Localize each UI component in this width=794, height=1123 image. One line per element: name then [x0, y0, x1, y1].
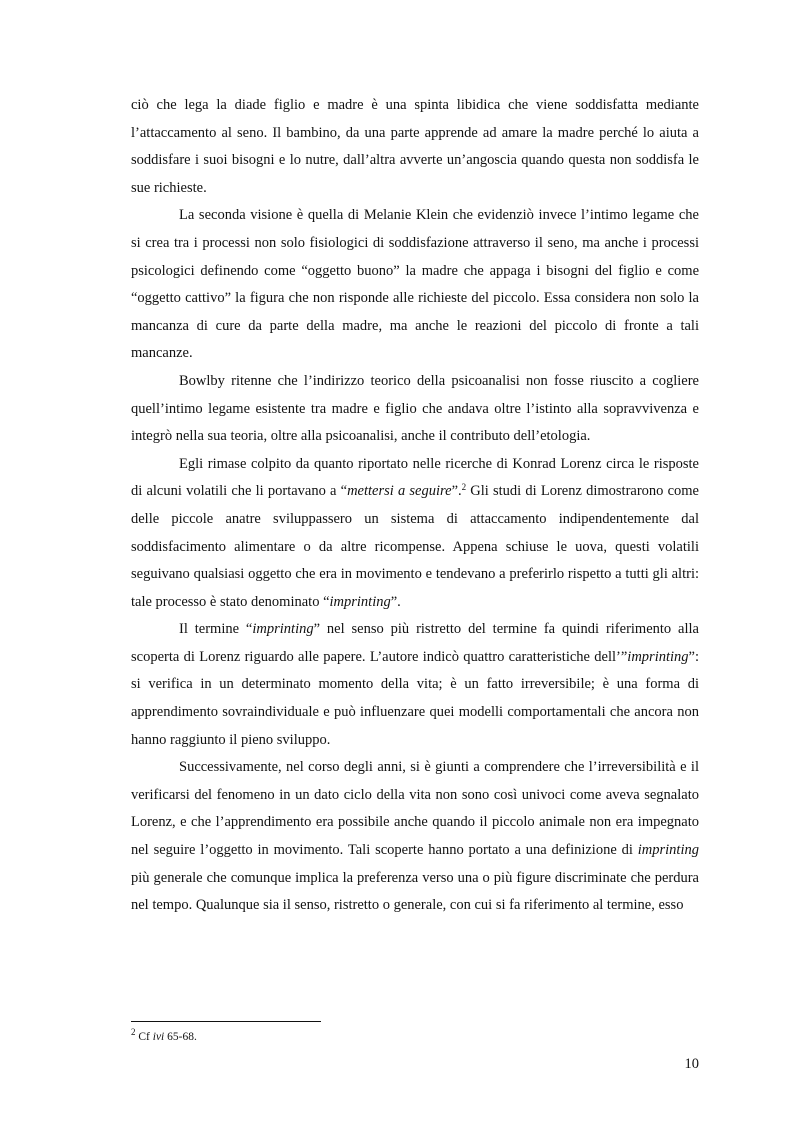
text-run: Cf [135, 1031, 153, 1043]
footnote-divider [131, 1021, 321, 1022]
italic-text: imprinting [329, 593, 391, 610]
text-run: Egli rimase colpito da quanto riportato nelle ricerche di Konrad Lorenz circa le risposte di alcuni volatili che li portavano a “ [131, 455, 699, 500]
text-run: ”. [390, 593, 401, 610]
footnote-reference: 2 [131, 1027, 136, 1037]
page-number: 10 [684, 1056, 699, 1072]
text-run: ” nel senso più ristretto del termine fa quindi riferimento alla scoperta di Lorenz riguardo alle papere. L’autore indicò quattro caratteristiche dell’” [131, 621, 699, 665]
paragraph [131, 202, 699, 368]
italic-text: ivi [152, 1031, 165, 1043]
text-run: Bowlby ritenne che l’indirizzo teorico della psicoanalisi non fosse riuscito a cogliere quell’intimo legame esistente tra madre e figlio che andava oltre l’istinto alla sopravvivenza e integrò nella sua teoria, oltre alla psicoanalisi, anche il contributo dell’etologia. [131, 372, 699, 445]
paragraph [131, 92, 699, 202]
text-run: ”. [451, 483, 462, 500]
paragraph [131, 754, 699, 920]
footnote-reference: 2 [461, 482, 467, 493]
text-run: ”: si verifica in un determinato momento della vita; è un fatto irreversibile; è una forma di apprendimento sovraindividuale e può influenzare quei modelli comportamentali che ancora non hanno raggiunto il pieno sviluppo. [131, 648, 699, 748]
paragraph [131, 616, 699, 754]
paragraph [131, 368, 699, 451]
text-run: La seconda visione è quella di Melanie Klein che evidenziò invece l’intimo legame che si crea tra i processi non solo fisiologici di soddisfazione attraverso il seno, ma anche i processi psicologici definendo come “oggetto buono” la madre che appaga i bisogni del figlio e come “oggetto cattivo” la figura che non risponde alle richieste del piccolo. Essa considera non solo la mancanza di cure da parte della madre, ma anche le reazioni del piccolo di fronte a tali mancanze. [131, 207, 699, 362]
text-run: 65-68. [164, 1031, 197, 1043]
text-run: più generale che comunque implica la preferenza verso una o più figure discriminate che perdura nel tempo. Qualunque sia il senso, ristretto o generale, con cui si fa riferimento al termine, esso [131, 869, 699, 914]
text-run: Gli studi di Lorenz dimostrarono come delle piccole anatre sviluppassero un sistema di attaccamento indipendentemente dal soddisfacimento alimentare o da altre ricompense. Appena schiuse le uova, questi volatili seguivano qualsiasi oggetto che era in movimento e tendevano a preferirlo rispetto a tutti gli altri: tale processo è stato denominato “ [131, 483, 699, 610]
italic-text: imprinting [627, 648, 689, 665]
text-run: Il termine “ [179, 621, 253, 638]
body-text [131, 92, 699, 920]
footnote [131, 1027, 197, 1044]
text-run: Successivamente, nel corso degli anni, si è giunti a comprendere che l’irreversibilità e il verificarsi del fenomeno in un dato ciclo della vita non sono così univoci come aveva segnalato Lorenz, e che l’apprendimento era possibile anche quando il piccolo animale non era impegnato nel seguire l’oggetto in movimento. Tali scoperte hanno portato a una definizione di [131, 759, 699, 859]
italic-text: mettersi a seguire [347, 483, 452, 500]
paragraph [131, 451, 699, 617]
italic-text: imprinting [252, 621, 314, 638]
italic-text: imprinting [637, 842, 699, 859]
text-run: ciò che lega la diade figlio e madre è una spinta libidica che viene soddisfatta mediante l’attaccamento al seno. Il bambino, da una parte apprende ad amare la madre perché lo aiuta a soddisfare i suoi bisogni e lo nutre, dall’altra avverte un’angoscia quando questa non soddisfa le sue richieste. [131, 97, 699, 196]
